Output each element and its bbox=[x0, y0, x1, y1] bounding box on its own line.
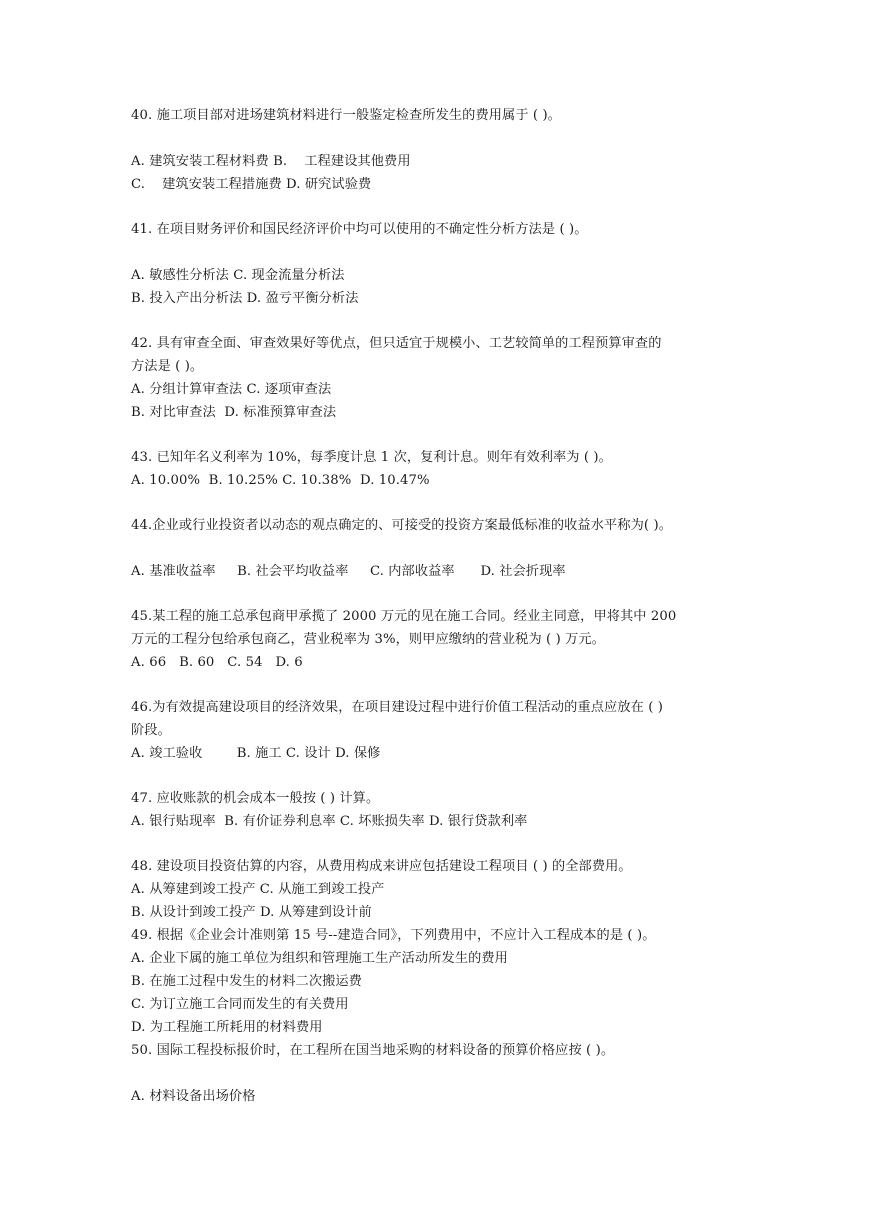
question-44-stem: 44.企业或行业投资者以动态的观点确定的、可接受的投资方案最低标准的收益水平称为( )。 bbox=[131, 518, 672, 533]
question-45-stem-line-2: 万元的工程分包给承包商乙，营业税率为 3%，则甲应缴纳的营业税为 ( ) 万元。 bbox=[131, 632, 605, 647]
question-48-stem: 48. 建设项目投资估算的内容，从费用构成来讲应包括建设工程项目 ( ) 的全部费用。 bbox=[131, 859, 632, 874]
question-49-option-line-4: D. 为工程施工所耗用的材料费用 bbox=[131, 1020, 323, 1035]
question-42-stem-line-1: 42. 具有审查全面、审查效果好等优点，但只适宜于规模小、工艺较简单的工程预算审查的 bbox=[131, 336, 662, 351]
question-43-option-line-1: A. 10.00% B. 10.25% C. 10.38% D. 10.47% bbox=[131, 473, 430, 488]
question-48-option-line-2: B. 从设计到竣工投产 D. 从筹建到设计前 bbox=[131, 905, 372, 920]
question-40-option-line-2: C. 建筑安装工程措施费 D. 研究试验费 bbox=[131, 177, 372, 192]
question-40-option-line-1: A. 建筑安装工程材料费 B. 工程建设其他费用 bbox=[131, 154, 411, 169]
question-46-option-line-1: A. 竣工验收 B. 施工 C. 设计 D. 保修 bbox=[131, 746, 381, 761]
question-44-option-line-1: A. 基准收益率 B. 社会平均收益率 C. 内部收益率 D. 社会折现率 bbox=[131, 564, 566, 579]
question-50-option-line-1: A. 材料设备出场价格 bbox=[131, 1089, 256, 1104]
question-48-option-line-1: A. 从筹建到竣工投产 C. 从施工到竣工投产 bbox=[131, 882, 385, 897]
question-42-option-line-1: A. 分组计算审查法 C. 逐项审查法 bbox=[131, 382, 332, 397]
question-49-option-line-2: B. 在施工过程中发生的材料二次搬运费 bbox=[131, 974, 362, 989]
question-41-stem: 41. 在项目财务评价和国民经济评价中均可以使用的不确定性分析方法是 ( )。 bbox=[131, 222, 588, 237]
question-49-option-line-1: A. 企业下属的施工单位为组织和管理施工生产活动所发生的费用 bbox=[131, 951, 508, 966]
question-43-stem: 43. 已知年名义利率为 10%，每季度计息 1 次，复利计息。则年有效利率为 ( )。 bbox=[131, 450, 612, 465]
question-41-option-line-2: B. 投入产出分析法 D. 盈亏平衡分析法 bbox=[131, 291, 359, 306]
question-42-option-line-2: B. 对比审查法 D. 标准预算审查法 bbox=[131, 405, 337, 420]
question-49-option-line-3: C. 为订立施工合同而发生的有关费用 bbox=[131, 997, 349, 1012]
question-46-stem-line-1: 46.为有效提高建设项目的经济效果，在项目建设过程中进行价值工程活动的重点应放在 ( ) bbox=[131, 700, 663, 715]
question-46-stem-line-2: 阶段。 bbox=[131, 723, 171, 738]
question-47-stem: 47. 应收账款的机会成本一般按 ( ) 计算。 bbox=[131, 791, 380, 806]
question-49-stem: 49. 根据《企业会计准则第 15 号--建造合同》，下列费用中，不应计入工程成本的是 ( )。 bbox=[131, 928, 656, 943]
question-40-stem: 40. 施工项目部对进场建筑材料进行一般鉴定检查所发生的费用属于 ( )。 bbox=[131, 108, 561, 123]
question-45-stem-line-1: 45.某工程的施工总承包商甲承揽了 2000 万元的见在施工合同。经业主同意，甲将其中 200 bbox=[131, 609, 677, 624]
question-42-stem-line-2: 方法是 ( )。 bbox=[131, 359, 204, 374]
question-45-option-line-1: A. 66 B. 60 C. 54 D. 6 bbox=[131, 655, 303, 670]
question-47-option-line-1: A. 银行贴现率 B. 有价证券利息率 C. 坏账损失率 D. 银行贷款利率 bbox=[131, 814, 528, 829]
question-50-stem: 50. 国际工程投标报价时，在工程所在国当地采购的材料设备的预算价格应按 ( )。 bbox=[131, 1043, 615, 1058]
question-41-option-line-1: A. 敏感性分析法 C. 现金流量分析法 bbox=[131, 268, 345, 283]
